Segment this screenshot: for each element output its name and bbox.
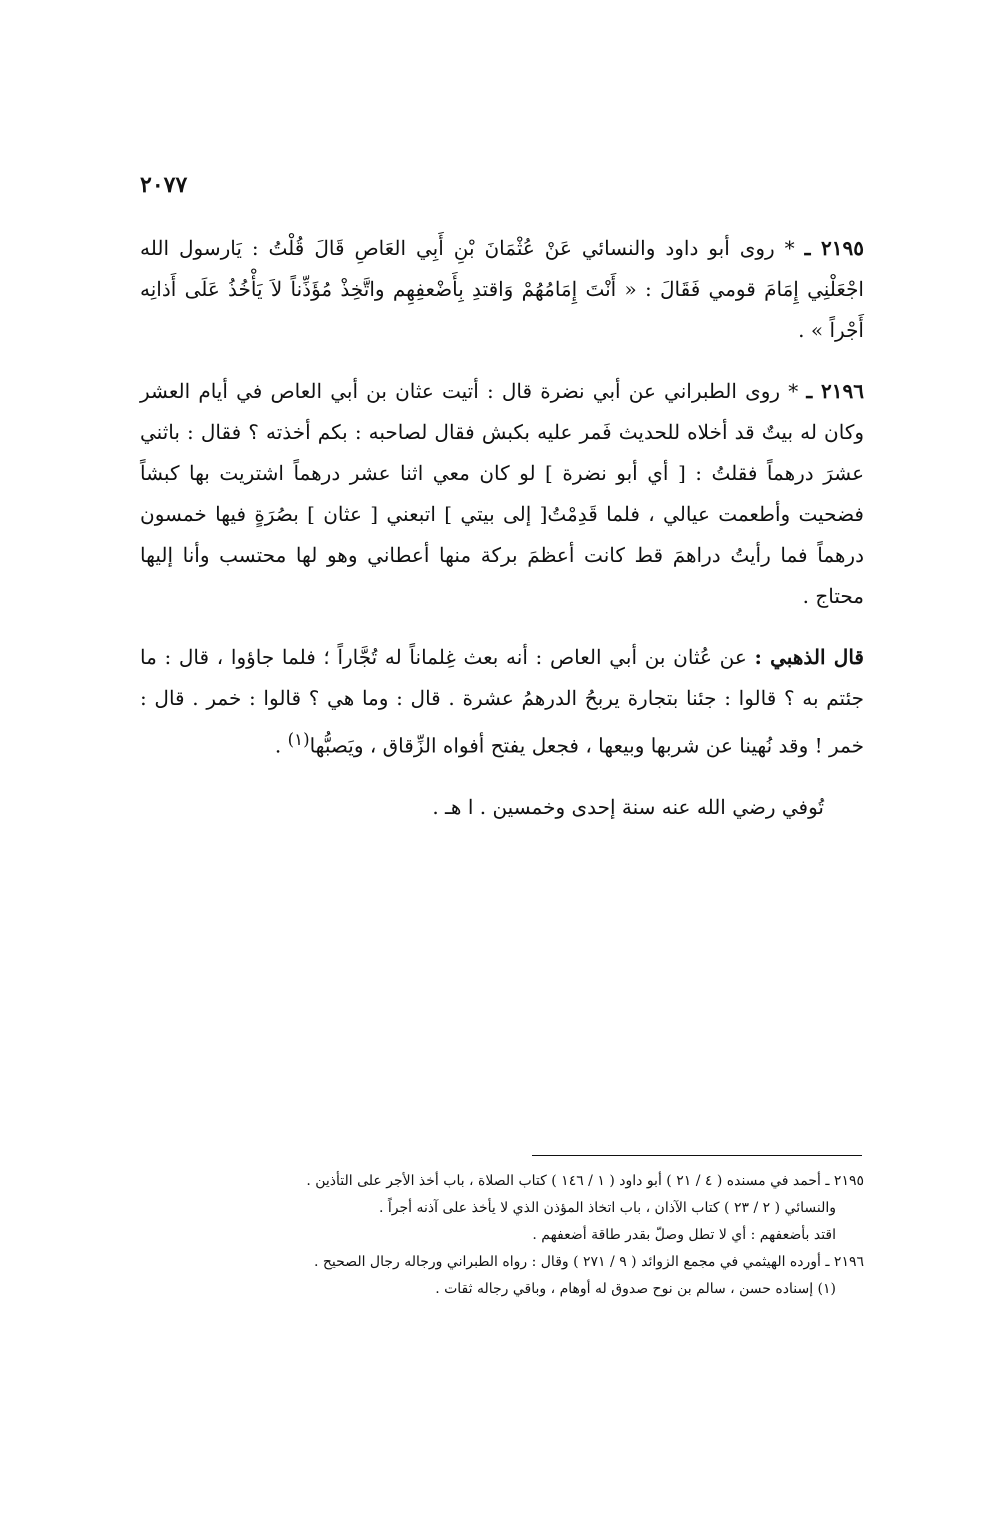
- hadith-2196-text: * روى الطبراني عن أبي نضرة قال : أتيت عثان بن أبي العاص في أيام العشر وكان له بيتٌ قد أخلاه للحديث فَمر عليه بكبش فقال لصاحبه : بكم أخذته ؟ فقال : باثني عشرَ درهماً فقلتُ : [ أي أبو نضرة ] لو كان معي اثنا عشر درهماً اشتريت بها كبشاً فضحيت وأطعمت عيالي ، فلما قَدِمْتُ[ إلى بيتي ] اتبعني [ عثان ] بصُرَةٍ فيها خمسون درهماً فما رأيتُ دراهمَ قط كانت أعظمَ بركة منها أعطاني وهو لها محتسب وأنا إليها محتاج .: [140, 379, 864, 608]
- dhahabi-label: قال الذهبي :: [754, 645, 864, 669]
- footnote-2195-nasai: والنسائي ( ٢ / ٢٣ ) كتاب الآذان ، باب اتخاذ المؤذن الذي لا يأخذ على آذنه أجراً .: [379, 1200, 836, 1216]
- dhahabi-quote: [140, 637, 864, 767]
- footnote-2195-gloss: اقتد بأضعفهم : أي لا تطل وصلّ بقدر طاقة أضعفهم .: [532, 1227, 836, 1243]
- footnotes: [200, 1168, 864, 1303]
- hadith-2195: [140, 228, 864, 351]
- dhahabi-end: .: [274, 733, 288, 758]
- footnote-1: (١) إسناده حسن ، سالم بن نوح صدوق له أوهام ، وباقي رجاله ثقات .: [435, 1281, 836, 1297]
- death-note: [140, 787, 864, 828]
- footnote-ref: (١): [287, 730, 310, 749]
- hadith-number-2195: ٢١٩٥ ـ: [804, 236, 864, 260]
- hadith-number-2196: ٢١٩٦ ـ: [806, 379, 864, 403]
- hadith-2196: [140, 371, 864, 617]
- footnote-2195-source: ٢١٩٥ ـ أحمد في مسنده ( ٤ / ٢١ ) أبو داود ( ١ / ١٤٦ ) كتاب الصلاة ، باب أخذ الأجر على التأذين .: [306, 1173, 864, 1189]
- death-note-text: تُوفي رضي الله عنه سنة إحدى وخمسين . ا هـ .: [432, 794, 824, 819]
- footnote-separator: [532, 1155, 862, 1156]
- footnote-2196-source: ٢١٩٦ ـ أورده الهيثمي في مجمع الزوائد ( ٩ / ٢٧١ ) وقال : رواه الطبراني ورجاله رجال الصحيح .: [313, 1254, 864, 1270]
- page-number: ٢٠٧٧: [140, 172, 188, 198]
- hadith-2195-text: * روى أبو داود والنسائي عَنْ عُثْمَانَ بْنِ أَبِي العَاصِ قَالَ قُلْتُ : يَارسول الله اجْعَلْنِي إِمَامَ قومي فَقَالَ : « أَنْتَ إِمَامُهُمْ وَاقتدِ بِأَضْعفِهِم واتَّخِذْ مُؤَذِّناً لاَ يَأْخُذُ عَلَى أَذانِه أَجْراً » .: [140, 236, 864, 342]
- dhahabi-text: عن عُثان بن أبي العاص : أنه بعث غِلماناً له تُجَّاراً ؛ فلما جاؤوا ، قال : ما جئتم به ؟ قالوا : جئنا بتجارة يربحُ الدرهمُ عشرة . قال : وما هي ؟ قالوا : خمر . قال : خمر ! وقد نُهينا عن شربها وبيعها ، فجعل يفتح أفواه الزِّقاق ، ويَصبُّها: [140, 645, 864, 758]
- main-text: [140, 228, 864, 848]
